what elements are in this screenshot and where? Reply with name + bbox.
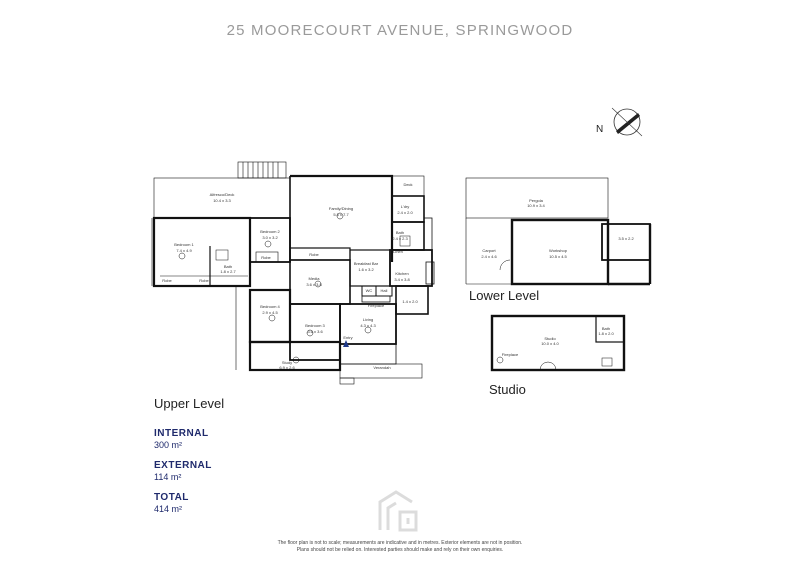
room-living-label: Living [362,317,374,322]
room-living-dim: 4.3 x 4.3 [360,323,376,328]
room-store-dim: 3.5 x 2.2 [618,236,634,241]
room-entry-label: Entry [343,335,353,340]
upper-level-plan [152,162,434,384]
room-pergola-label: Pergola [529,198,543,203]
room-bath-label: Bath [395,230,405,235]
room-media-label: Media [308,276,320,281]
room-bed1-label: Bedroom 1 [174,242,194,247]
room-studio-dim: 10.0 x 4.0 [541,341,559,346]
total-area-value: 414 m² [154,504,183,514]
room-bed4-label: Bedroom 4 [260,304,280,309]
lower-level-heading: Lower Level [469,288,540,303]
room-laundry-dim: 2.4 x 2.0 [397,210,413,215]
room-studio-fireplace-label: Fireplace [501,352,519,357]
room-study-dim: 6.9 x 2.6 [279,365,295,370]
disclaimer-line-1: The floor plan is not to scale; measurements are indicative and in metres. Exterior elements are not in position. [277,540,523,546]
room-laundry-label: L'dry [400,204,410,209]
room-ensuite-dim: 1.8 x 2.7 [220,269,236,274]
disclaimer-line-2: Plans should not be relied on. Interested parties should make and rely on their own enquiries. [296,547,504,553]
room-studio-label: Studio [544,336,556,341]
room-bed3-dim: 3.6 x 3.6 [307,329,323,334]
room-bed1-dim: 7.4 x 4.9 [176,248,192,253]
room-family-label: Family/Dining [328,206,354,211]
room-carport-dim: 2.4 x 4.6 [481,254,497,259]
studio-heading: Studio [489,382,526,397]
room-workshop-dim: 10.5 x 4.5 [549,254,567,259]
room-breakfast-label: Breakfast Bar [353,261,379,266]
room-alfresco-dim: 10.4 x 3.3 [213,198,231,203]
room-kitchen-dim: 3.4 x 3.8 [394,277,410,282]
room-linen-label: Linen [393,249,403,254]
room-bed3-label: Bedroom 3 [305,323,325,328]
room-pergola-dim: 10.9 x 3.4 [527,203,545,208]
room-carport-label: Carport [482,248,496,253]
room-pantry-dim: 1.4 x 2.0 [402,299,418,304]
room-robe-a-label: Robe [162,278,172,283]
room-kitchen-label: Kitchen [395,271,409,276]
room-deck-label: Deck [403,182,413,187]
internal-area-label: INTERNAL [154,428,209,439]
room-breakfast-dim: 1.6 x 3.2 [358,267,374,272]
total-area-label: TOTAL [154,492,189,503]
room-robe-b-label: Robe [199,278,209,283]
external-area-value: 114 m² [154,472,182,482]
room-family-dim: 5.5 x 7.7 [333,212,349,217]
compass-icon [596,108,642,136]
room-workshop-label: Workshop [549,248,567,253]
disclaimer-text [0,540,800,554]
external-area-label: EXTERNAL [154,460,212,471]
room-fireplace-label: Fireplace [367,303,385,308]
room-studio-bath-dim: 1.8 x 2.0 [598,331,614,336]
room-ensuite-label: Bath [223,264,233,269]
lower-level-plan [466,178,650,284]
property-address-title: 25 MOORECOURT AVENUE, SPRINGWOOD [226,22,574,39]
room-bed4-dim: 2.9 x 4.5 [262,310,278,315]
room-bed2-dim: 3.0 x 3.2 [262,235,278,240]
compass-north-label: N [596,124,604,135]
room-alfresco-label: Alfresco/Deck [209,192,235,197]
upper-level-heading: Upper Level [154,396,225,411]
room-robe-c-label: Robe [261,255,271,260]
room-robe-d-label: Robe [309,252,319,257]
room-wc-label: WC [365,288,373,293]
room-hall-label: Hall [380,288,388,293]
room-study-label: Study [281,360,293,365]
room-bed2-label: Bedroom 2 [260,229,280,234]
room-media-dim: 3.6 x 3.8 [306,282,322,287]
room-verandah-label: Verandah [373,365,391,370]
room-bath-dim: 2.4 x 2.3 [392,236,408,241]
room-studio-bath-label: Bath [601,326,611,331]
internal-area-value: 300 m² [154,440,183,450]
agency-logo-icon [374,488,424,532]
